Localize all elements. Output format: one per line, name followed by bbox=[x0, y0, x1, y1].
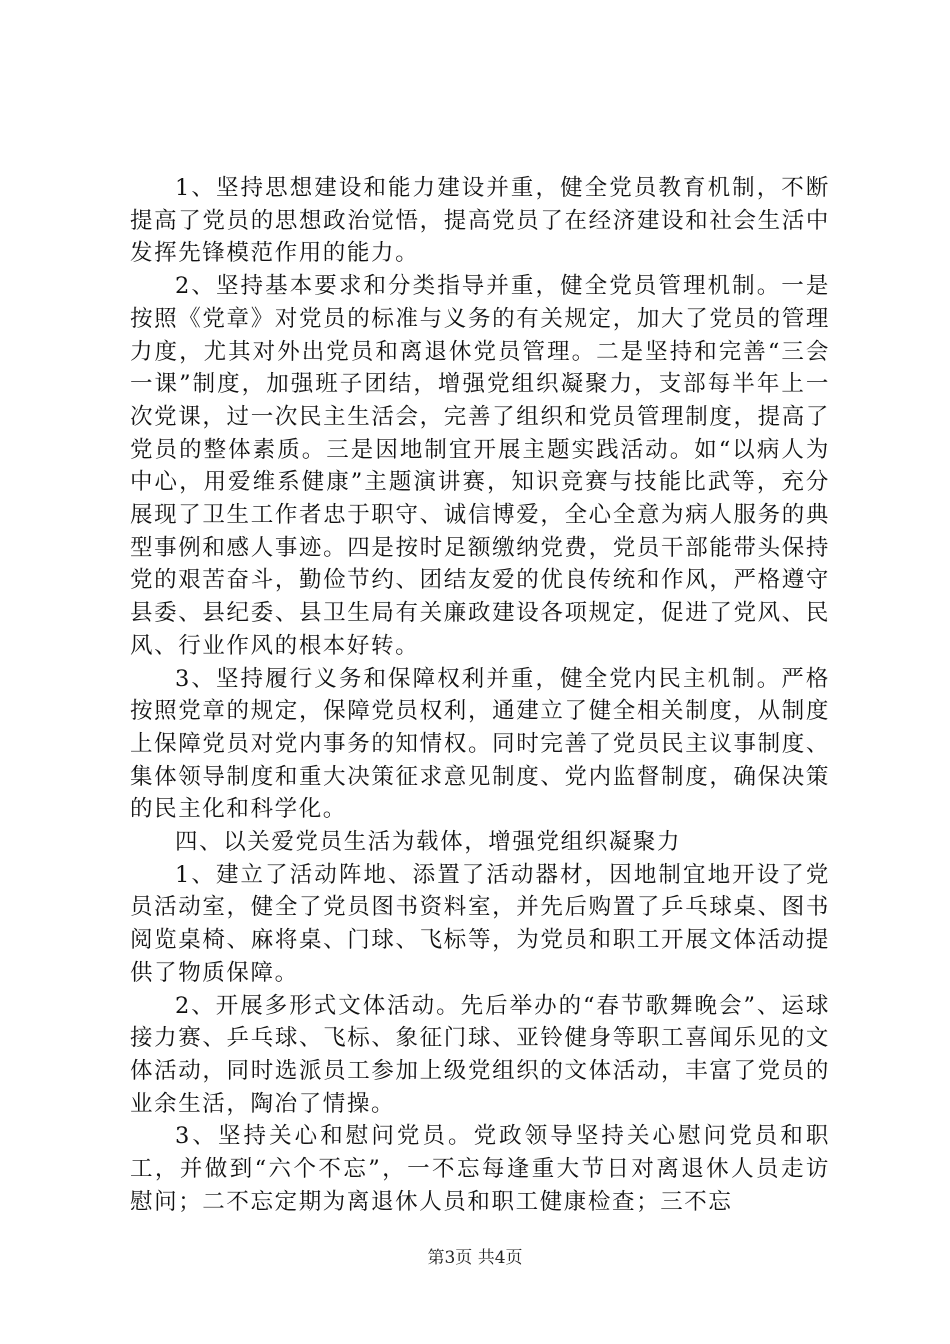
section-heading: 四、以关爱党员生活为载体，增强党组织凝聚力 bbox=[175, 829, 682, 856]
paragraph-5: 2、开展多形式文体活动。先后举办的“春节歌舞晚会”、运球接力赛、乒乓球、飞标、象征门球、亚铃健身等职工喜闻乐见的文体活动，同时选派员工参加上级党组织的文体活动，丰富了党员的业余生活，陶冶了情操。 bbox=[130, 992, 830, 1117]
paragraph-3: 3、坚持履行义务和保障权利并重，健全党内民主机制。严格按照党章的规定，保障党员权利，通建立了健全相关制度，从制度上保障党员对党内事务的知情权。同时完善了党员民主议事制度、集体领导制度和重大决策征求意见制度、党内监督制度，确保决策的民主化和科学化。 bbox=[130, 665, 830, 823]
page-number-footer: 第3页 共4页 bbox=[427, 1248, 523, 1268]
paragraph-2: 2、坚持基本要求和分类指导并重，健全党员管理机制。一是按照《党章》对党员的标准与义务的有关规定，加大了党员的管理力度，尤其对外出党员和离退休党员管理。二是坚持和完善“三会一课”制度，加强班子团结，增强党组织凝聚力，支部每半年上一次党课，过一次民主生活会，完善了组织和党员管理制度，提高了党员的整体素质。三是因地制宜开展主题实践活动。如“以病人为中心，用爱维系健康”主题演讲赛，知识竞赛与技能比武等，充分展现了卫生工作者忠于职守、诚信博爱，全心全意为病人服务的典型事例和感人事迹。四是按时足额缴纳党费，党员干部能带头保持党的艰苦奋斗，勤俭节约、团结友爱的优良传统和作风，严格遵守县委、县纪委、县卫生局有关廉政建设各项规定，促进了党风、民风、行业作风的根本好转。 bbox=[130, 273, 830, 659]
paragraph-6: 3、坚持关心和慰问党员。党政领导坚持关心慰问党员和职工，并做到“六个不忘”，一不忘每逢重大节日对离退休人员走访慰问；二不忘定期为离退休人员和职工健康检查；三不忘 bbox=[130, 1123, 830, 1215]
document-body bbox=[130, 172, 830, 1219]
paragraph-1: 1、坚持思想建设和能力建设并重，健全党员教育机制，不断提高了党员的思想政治觉悟，提高党员了在经济建设和社会生活中发挥先锋模范作用的能力。 bbox=[130, 175, 830, 267]
paragraph-4: 1、建立了活动阵地、添置了活动器材，因地制宜地开设了党员活动室，健全了党员图书资料室，并先后购置了乒乓球桌、图书阅览桌椅、麻将桌、门球、飞标等，为党员和职工开展文体活动提供了物质保障。 bbox=[130, 861, 830, 986]
